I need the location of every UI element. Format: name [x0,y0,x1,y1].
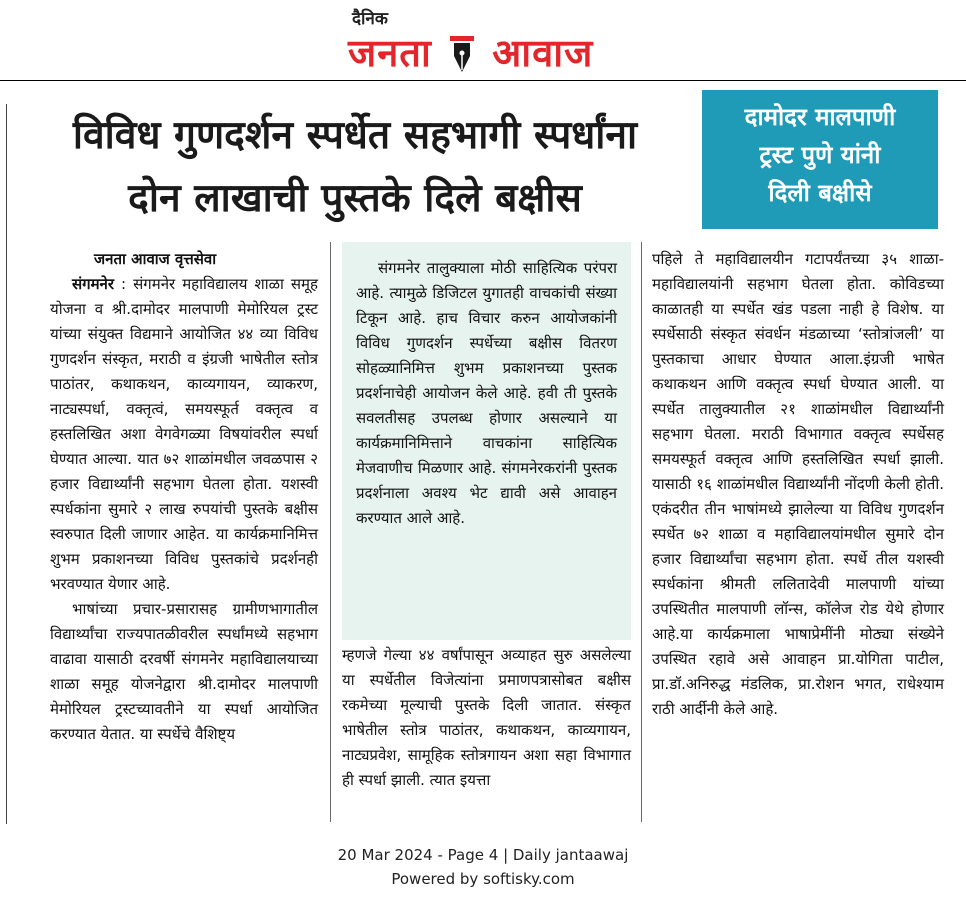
column-1-paragraph-2: भाषांच्या प्रचार-प्रसारासह ग्रामीणभागातील विद्यार्थ्यांचा राज्यपातळीवरील स्पर्धांमध्ये सहभाग वाढावा यासाठी दरवर्षी संगमनेर महाविद्यालयाच्या शाळा समूह योजनेद्वारा श्री.दामोदर मालपाणी मेमोरियल ट्रस्टच्यावतीने या स्पर्धा आयोजित करण्यात येतात. या स्पर्धेचे वैशिष्ट्य [50,600,318,743]
article-column-1 [50,247,318,747]
masthead-small-text: दैनिक [352,9,388,29]
masthead-divider [0,80,966,81]
dateline-place: संगमनेर [72,275,115,293]
byline: जनता आवाज वृत्तसेवा [94,250,217,268]
subheadline-line-3: दिली बक्षीसे [768,179,872,207]
highlight-box [342,242,631,640]
subheadline-line-2: ट्रस्ट पुणे यांनी [759,141,881,169]
column-divider-2 [641,242,642,822]
column-3-paragraph: पहिले ते महाविद्यालयीन गटापर्यंतच्या ३५ शाळा-महाविद्यालयांनी सहभाग घेतला होता. कोविडच्या काळातही या स्पर्धेत खंड पडला नाही हे विशेष. या स्पर्धेसाठी संस्कृत संवर्धन मंडळाच्या ‘स्तोत्रांजली’ या पुस्तकाचा आधार घेण्यात आला.इंग्रजी भाषेत कथाकथन आणि वक्तृत्व स्पर्धा घेण्यात आली. या स्पर्धेत तालुक्यातील २१ शाळांमधील विद्यार्थ्यांनी सहभाग घेतला. मराठी विभागात वक्तृत्व स्पर्धेसह समयस्फूर्त वक्तृत्व आणि हस्तलिखित स्पर्धा झाली. यासाठी १६ शाळांमधील विद्यार्थ्यांनी नोंदणी केली होती. एकंदरीत तीन भाषांमध्ये झालेल्या या विविध गुणदर्शन स्पर्धेत ७२ शाळा व महाविद्यालयांमधील सुमारे दोन हजार विद्यार्थ्यांचा सहभाग होता. स्पर्धे तील यशस्वी स्पर्धकांना श्रीमती ललितादेवी मालपाणी यांच्या उपस्थितीत मालपाणी लॉन्स, कॉलेज रोड येथे होणार आहे.या कार्यक्रमाला भाषाप्रेमींनी मोठ्या संख्येने उपस्थित रहावे असे आवाहन प्रा.योगिता पाटील, प्रा.डॉ.अनिरुद्ध मंडलिक, प्रा.रोशन भगत, राधेश्याम राठी आर्दीनी केले आहे. [652,250,944,718]
subheadline-line-1: दामोदर मालपाणी [744,103,896,131]
powered-by-link[interactable]: Powered by softisky.com [391,870,575,888]
masthead [0,0,966,80]
highlight-text: संगमनेर तालुक्याला मोठी साहित्यिक परंपरा आहे. त्यामुळे डिजिटल युगातही वाचकांची संख्या टिकून आहे. हाच विचार करुन आयोजकांनी विविध गुणदर्शन स्पर्धेच्या बक्षीस वितरण सोहळ्यानिमित्त शुभम प्रकाशनच्या पुस्तक प्रदर्शनाचेही आयोजन केले आहे. हवी ती पुस्तके सवलतीसह उपलब्ध होणार असल्याने या कार्यक्रमानिमित्ताने वाचकांना साहित्यिक मेजवाणीच मिळणार आहे. संगमनेरकरांनी पुस्तक प्रदर्शनाला अवश्य भेट द्यावी असे आवाहन करण्यात आले आहे. [356,259,617,527]
article-column-2 [342,643,631,793]
article-column-3 [652,247,944,722]
subheadline-box [702,90,938,229]
headline-line-2: दोन लाखाची पुस्तके दिले बक्षीस [128,176,582,221]
logo-right-word: आवाज [492,31,594,75]
logo-left-word: जनता [348,31,432,75]
article-headline [20,104,690,230]
edition-info: 20 Mar 2024 - Page 4 | Daily jantaawaj [337,846,629,864]
column-2-paragraph: म्हणजे गेल्या ४४ वर्षांपासून अव्याहत सुरु असलेल्या या स्पर्धेतील विजेत्यांना प्रमाणपत्रासोबत बक्षीस रकमेच्या मूल्याची पुस्तके दिली जातात. संस्कृत भाषेतील स्तोत्र पाठांतर, कथाकथन, काव्यगायन, नाट्यप्रवेश, सामूहिक स्तोत्रगायन अशा सहा विभागात ही स्पर्धा झाली. त्यात इयत्ता [342,646,631,789]
column-1-paragraph-1-text: संगमनेर महाविद्यालय शाळा समूह योजना व श्री.दामोदर मालपाणी मेमोरियल ट्रस्ट यांच्या संयुक्त विद्यमाने आयोजित ४४ व्या विविध गुणदर्शन संस्कृत, मराठी व इंग्रजी भाषेतील स्तोत्र पाठांतर, कथाकथन, काव्यगायन, व्याकरण, नाट्यस्पर्धा, वक्तृत्वं, समयस्फूर्त वक्तृत्व व हस्तलिखित अशा वेगवेगळ्या विषयांवरील स्पर्धा घेण्यात आल्या. यात ७२ शाळांमधील जवळपास २ हजार विद्यार्थ्यांनी सहभाग घेतला होता. यशस्वी स्पर्धकांना सुमारे २ लाख रुपयांची पुस्तके बक्षीस स्वरुपात दिली जाणार आहेत. या कार्यक्रमानिमित्त शुभम प्रकाशनच्या विविध पुस्तकांचे प्रदर्शनही भरवण्यात येणार आहे. [50,275,318,593]
column-1-paragraph-1: संगमनेर : संगमनेर महाविद्यालय शाळा समूह योजना व श्री.दामोदर मालपाणी मेमोरियल ट्रस्ट यांच्या संयुक्त विद्यमाने आयोजित ४४ व्या विविध गुणदर्शन संस्कृत, मराठी व इंग्रजी भाषेतील स्तोत्र पाठांतर, कथाकथन, काव्यगायन, व्याकरण, नाट्यस्पर्धा, वक्तृत्वं, समयस्फूर्त वक्तृत्व व हस्तलिखित अशा वेगवेगळ्या विषयांवरील स्पर्धा घेण्यात आल्या. यात ७२ शाळांमधील जवळपास २ हजार विद्यार्थ्यांनी सहभाग घेतला होता. यशस्वी स्पर्धकांना सुमारे २ लाख रुपयांची पुस्तके बक्षीस स्वरुपात दिली जाणार आहेत. या कार्यक्रमानिमित्त शुभम प्रकाशनच्या विविध पुस्तकांचे प्रदर्शनही भरवण्यात येणार आहे. [50,275,318,593]
newspaper-logo[interactable] [348,26,593,78]
left-border [6,104,7,824]
column-divider-1 [330,242,331,822]
headline-line-1: विविध गुणदर्शन स्पर्धेत सहभागी स्पर्धांना [72,113,638,158]
pen-nib-icon [448,36,476,76]
